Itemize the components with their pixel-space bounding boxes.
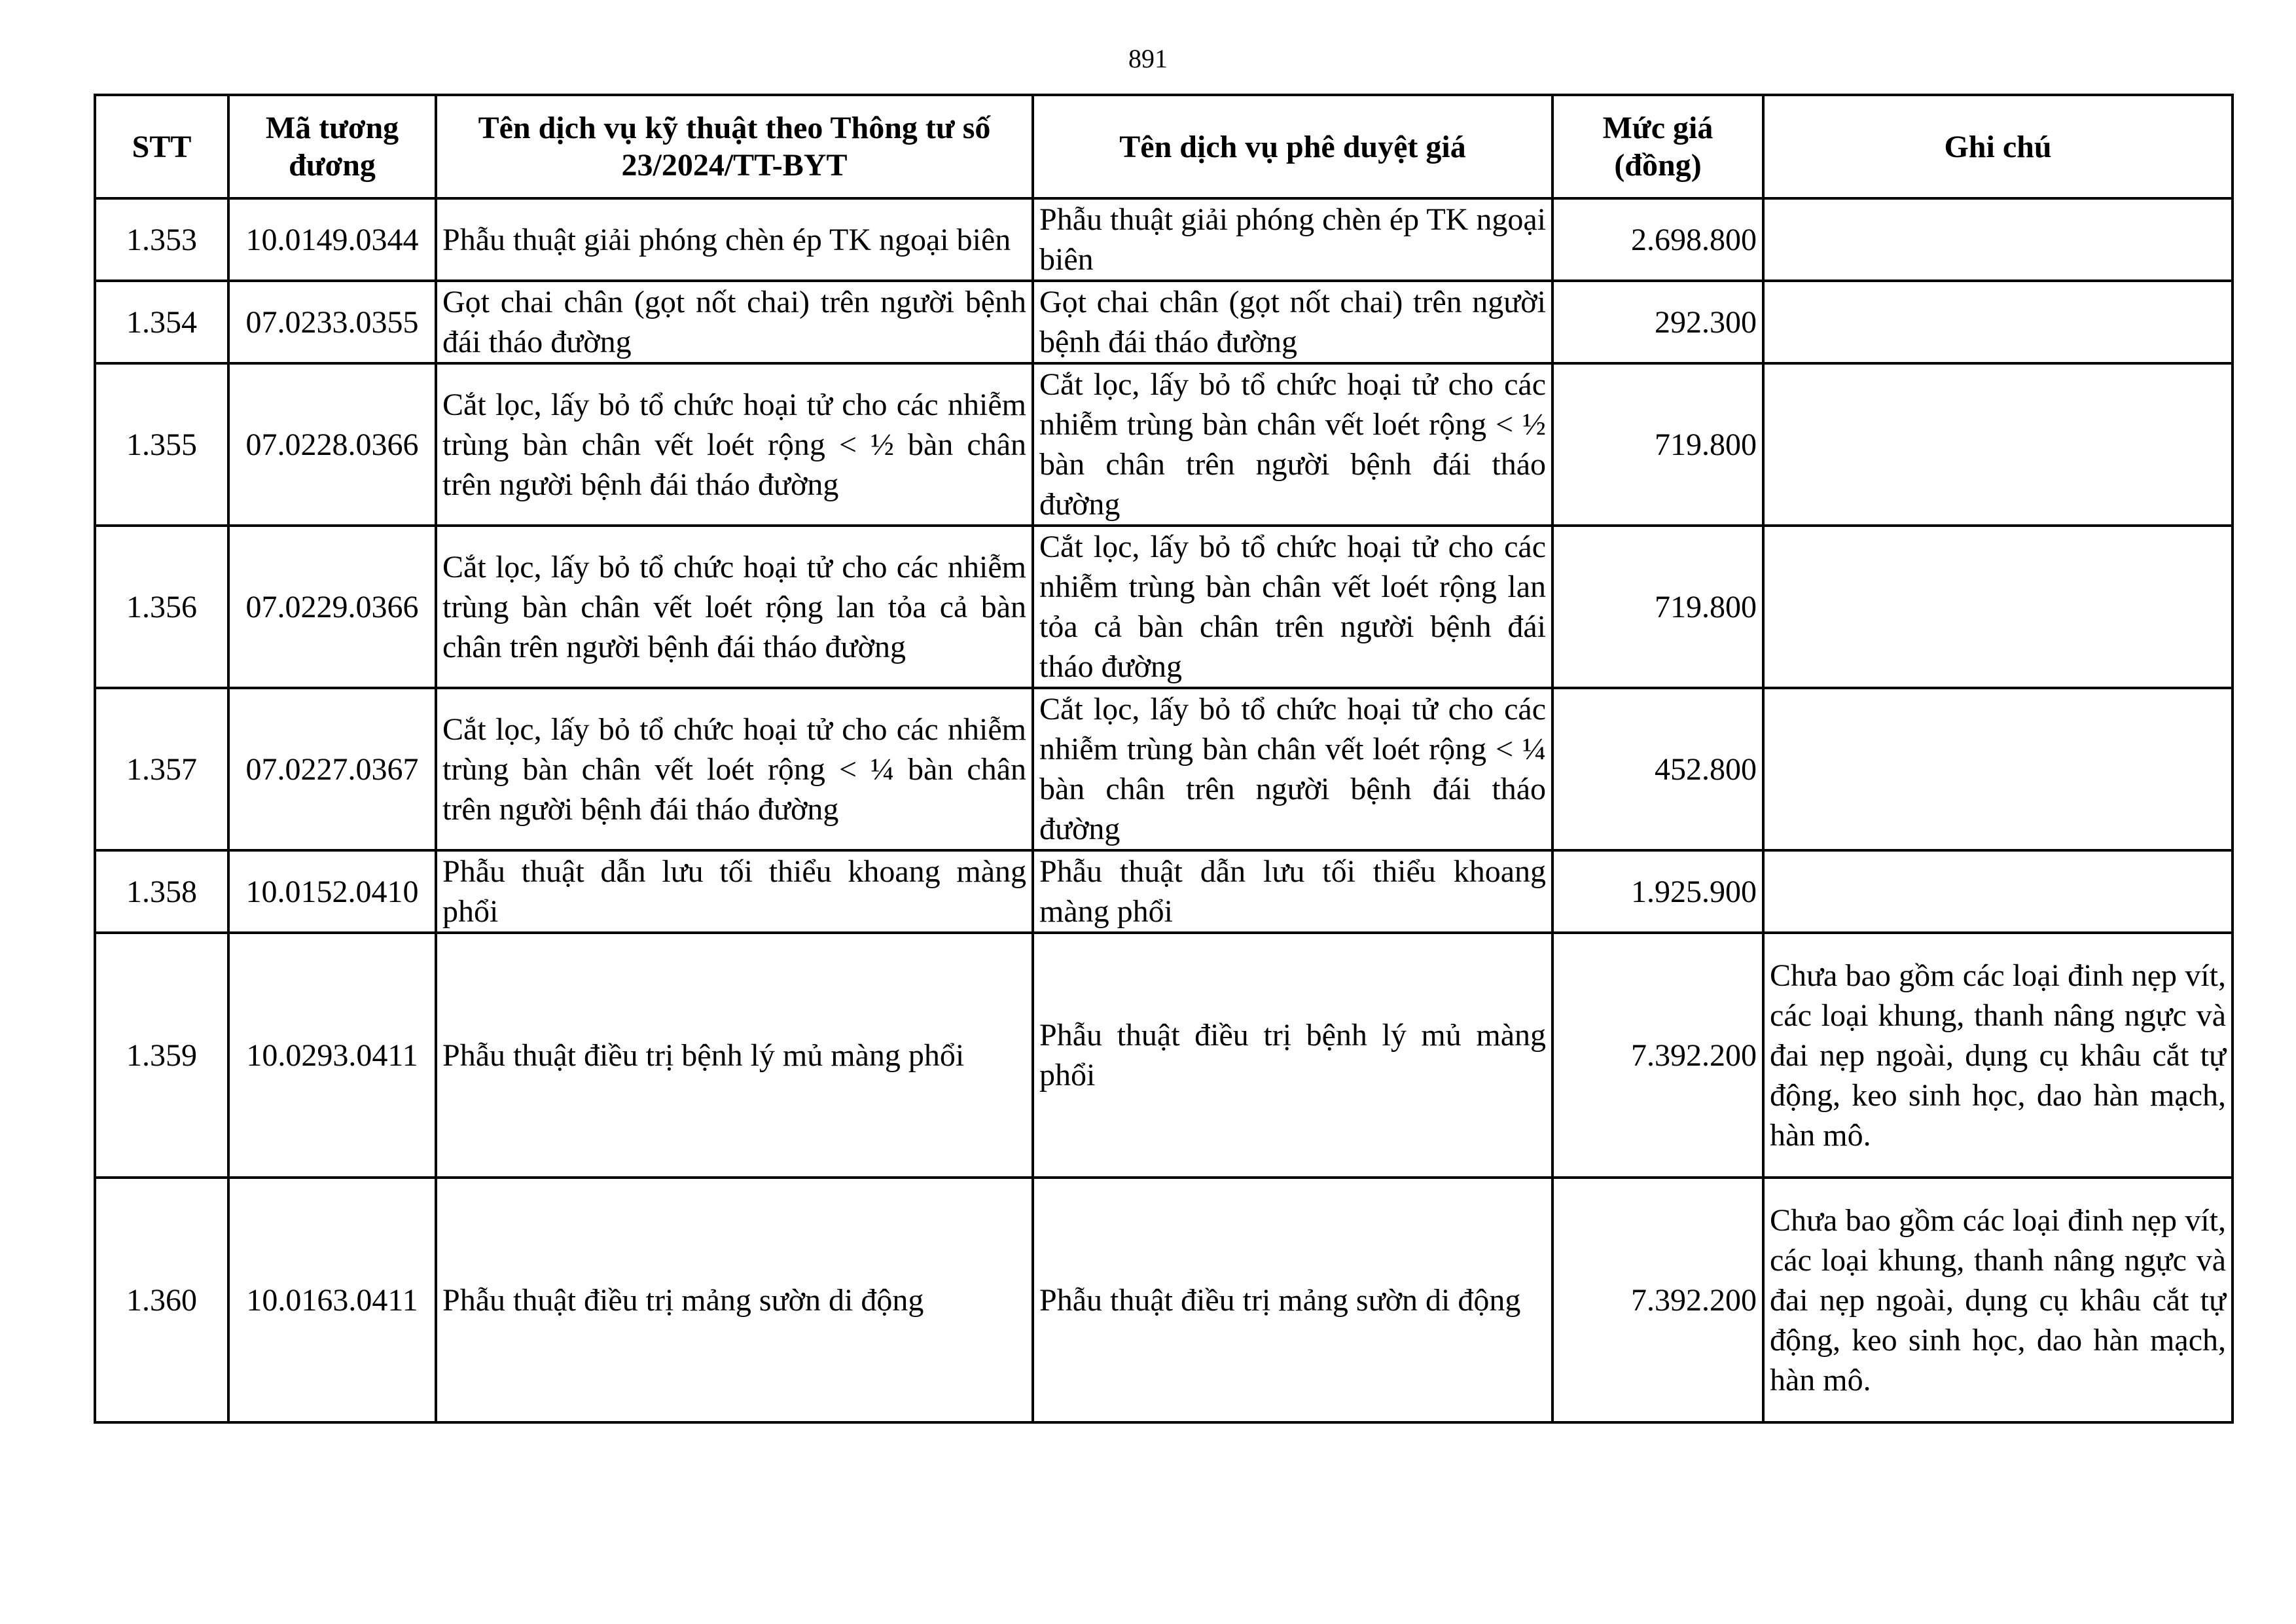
table-row bbox=[95, 688, 2233, 850]
cell-stt: 1.358 bbox=[95, 850, 228, 933]
cell-code: 10.0149.0344 bbox=[228, 198, 436, 281]
page-number: 891 bbox=[1128, 44, 1168, 73]
cell-service-name: Phẫu thuật điều trị mảng sườn di động bbox=[436, 1178, 1033, 1422]
cell-service-name: Cắt lọc, lấy bỏ tổ chức hoại tử cho các nhiễm trùng bàn chân vết loét rộng < ½ bàn chân trên người bệnh đái tháo đường bbox=[436, 363, 1033, 526]
cell-service-name: Cắt lọc, lấy bỏ tổ chức hoại tử cho các nhiễm trùng bàn chân vết loét rộng < ¼ bàn chân trên người bệnh đái tháo đường bbox=[436, 688, 1033, 850]
table-row bbox=[95, 1178, 2233, 1422]
table-row bbox=[95, 933, 2233, 1178]
cell-code: 10.0293.0411 bbox=[228, 933, 436, 1178]
cell-approved-name: Phẫu thuật giải phóng chèn ép TK ngoại biên bbox=[1033, 198, 1552, 281]
cell-service-name: Gọt chai chân (gọt nốt chai) trên người bệnh đái tháo đường bbox=[436, 281, 1033, 363]
cell-price: 719.800 bbox=[1552, 526, 1763, 688]
cell-price: 7.392.200 bbox=[1552, 1178, 1763, 1422]
table-row bbox=[95, 198, 2233, 281]
cell-code: 07.0229.0366 bbox=[228, 526, 436, 688]
cell-service-name: Cắt lọc, lấy bỏ tổ chức hoại tử cho các nhiễm trùng bàn chân vết loét rộng lan tỏa cả bàn chân trên người bệnh đái tháo đường bbox=[436, 526, 1033, 688]
header-row bbox=[95, 95, 2233, 198]
cell-code: 07.0227.0367 bbox=[228, 688, 436, 850]
cell-code: 07.0233.0355 bbox=[228, 281, 436, 363]
cell-price: 452.800 bbox=[1552, 688, 1763, 850]
cell-price: 719.800 bbox=[1552, 363, 1763, 526]
cell-note bbox=[1763, 281, 2233, 363]
cell-stt: 1.360 bbox=[95, 1178, 228, 1422]
cell-service-name: Phẫu thuật điều trị bệnh lý mủ màng phổi bbox=[436, 933, 1033, 1178]
header-stt: STT bbox=[95, 95, 228, 198]
header-code: Mã tương đương bbox=[228, 95, 436, 198]
cell-note bbox=[1763, 526, 2233, 688]
price-table bbox=[94, 94, 2234, 1424]
header-approved-name: Tên dịch vụ phê duyệt giá bbox=[1033, 95, 1552, 198]
cell-approved-name: Phẫu thuật điều trị bệnh lý mủ màng phổi bbox=[1033, 933, 1552, 1178]
cell-note: Chưa bao gồm các loại đinh nẹp vít, các loại khung, thanh nâng ngực và đai nẹp ngoài, dụng cụ khâu cắt tự động, keo sinh học, dao hàn mạch, hàn mô. bbox=[1763, 933, 2233, 1178]
cell-stt: 1.355 bbox=[95, 363, 228, 526]
table-row bbox=[95, 850, 2233, 933]
cell-approved-name: Phẫu thuật dẫn lưu tối thiểu khoang màng phổi bbox=[1033, 850, 1552, 933]
cell-note bbox=[1763, 198, 2233, 281]
cell-stt: 1.356 bbox=[95, 526, 228, 688]
table-row bbox=[95, 526, 2233, 688]
cell-stt: 1.357 bbox=[95, 688, 228, 850]
cell-price: 2.698.800 bbox=[1552, 198, 1763, 281]
cell-note bbox=[1763, 688, 2233, 850]
cell-price: 1.925.900 bbox=[1552, 850, 1763, 933]
cell-code: 10.0152.0410 bbox=[228, 850, 436, 933]
cell-approved-name: Cắt lọc, lấy bỏ tổ chức hoại tử cho các nhiễm trùng bàn chân vết loét rộng < ½ bàn chân trên người bệnh đái tháo đường bbox=[1033, 363, 1552, 526]
table-row bbox=[95, 363, 2233, 526]
cell-stt: 1.359 bbox=[95, 933, 228, 1178]
cell-code: 07.0228.0366 bbox=[228, 363, 436, 526]
cell-code: 10.0163.0411 bbox=[228, 1178, 436, 1422]
cell-service-name: Phẫu thuật dẫn lưu tối thiểu khoang màng phổi bbox=[436, 850, 1033, 933]
cell-note: Chưa bao gồm các loại đinh nẹp vít, các loại khung, thanh nâng ngực và đai nẹp ngoài, dụng cụ khâu cắt tự động, keo sinh học, dao hàn mạch, hàn mô. bbox=[1763, 1178, 2233, 1422]
header-service-name: Tên dịch vụ kỹ thuật theo Thông tư số 23/2024/TT-BYT bbox=[436, 95, 1033, 198]
cell-stt: 1.353 bbox=[95, 198, 228, 281]
header-note: Ghi chú bbox=[1763, 95, 2233, 198]
cell-service-name: Phẫu thuật giải phóng chèn ép TK ngoại biên bbox=[436, 198, 1033, 281]
cell-price: 292.300 bbox=[1552, 281, 1763, 363]
cell-approved-name: Cắt lọc, lấy bỏ tổ chức hoại tử cho các nhiễm trùng bàn chân vết loét rộng lan tỏa cả bàn chân trên người bệnh đái tháo đường bbox=[1033, 526, 1552, 688]
header-price: Mức giá (đồng) bbox=[1552, 95, 1763, 198]
table-row bbox=[95, 281, 2233, 363]
cell-note bbox=[1763, 363, 2233, 526]
cell-approved-name: Phẫu thuật điều trị mảng sườn di động bbox=[1033, 1178, 1552, 1422]
cell-stt: 1.354 bbox=[95, 281, 228, 363]
cell-price: 7.392.200 bbox=[1552, 933, 1763, 1178]
cell-approved-name: Gọt chai chân (gọt nốt chai) trên người bệnh đái tháo đường bbox=[1033, 281, 1552, 363]
cell-approved-name: Cắt lọc, lấy bỏ tổ chức hoại tử cho các nhiễm trùng bàn chân vết loét rộng < ¼ bàn chân trên người bệnh đái tháo đường bbox=[1033, 688, 1552, 850]
cell-note bbox=[1763, 850, 2233, 933]
